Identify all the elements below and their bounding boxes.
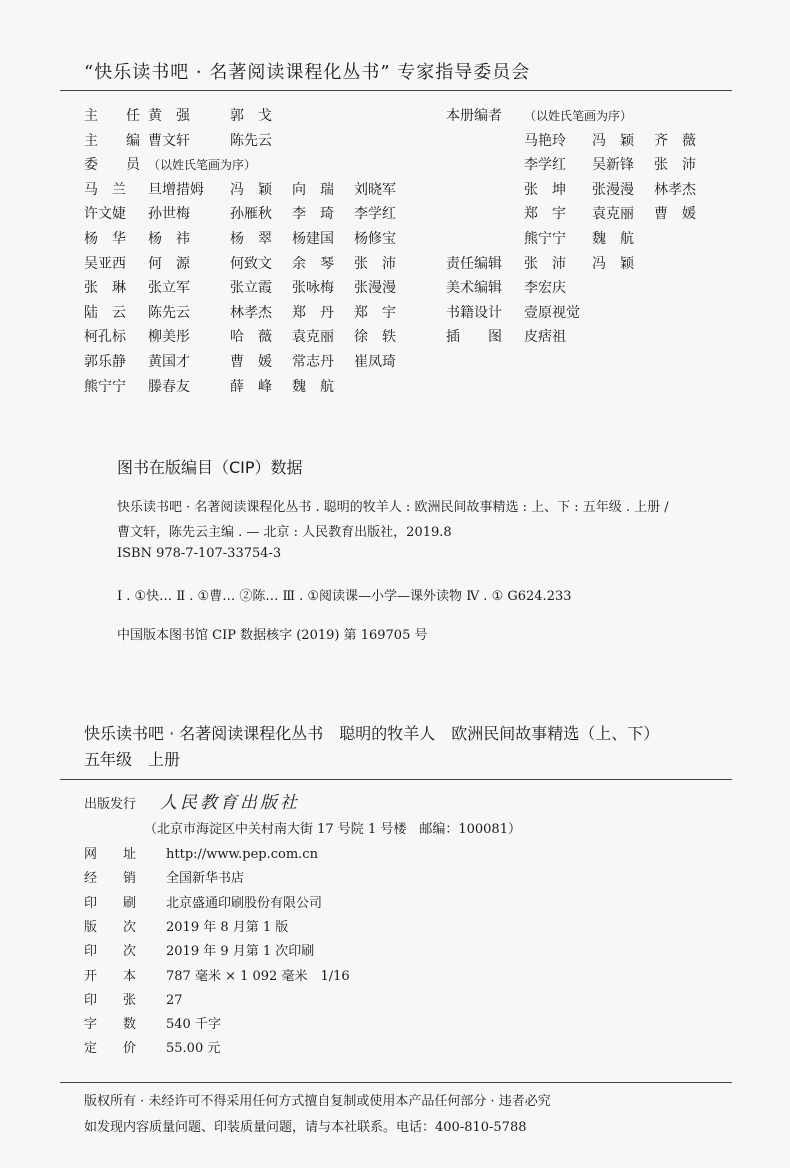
editors-cell: 吴新锋: [592, 157, 634, 174]
cip-line-2: 曹文轩，陈先云主编 . — 北京 : 人民教育出版社，2019.8: [117, 525, 452, 540]
publication-row-value: 2019 年 9 月第 1 次印刷: [166, 944, 315, 960]
editors-cell: 插 图: [446, 329, 502, 346]
editors-cell: 林孝杰: [654, 181, 696, 198]
committee-title: “快乐读书吧 · 名著阅读课程化丛书” 专家指导委员会: [84, 62, 531, 83]
contact-notice: 如发现内容质量问题、印装质量问题，请与本社联系。电话：400-810-5788: [84, 1120, 527, 1135]
committee-cell: 许文婕: [84, 206, 126, 223]
committee-cell: 旦增措姆: [148, 181, 204, 198]
cip-classification: Ⅰ . ①快… Ⅱ . ①曹… ②陈… Ⅲ . ①阅读课—小学—课外读物 Ⅳ . ① G624.233: [117, 589, 572, 604]
publication-row-label: 网 址: [84, 847, 137, 862]
committee-cell: 刘晓军: [354, 181, 396, 198]
committee-cell: 柳美彤: [148, 329, 190, 346]
committee-cell: （以姓氏笔画为序）: [148, 158, 257, 173]
editors-cell: 熊宁宁: [524, 231, 566, 247]
publication-row-label: 印 张: [84, 992, 137, 1008]
publication-row-value: 全国新华书店: [166, 871, 245, 887]
committee-cell: 陈先云: [230, 132, 272, 149]
committee-cell: 张漫漫: [354, 280, 396, 297]
cip-isbn: ISBN 978-7-107-33754-3: [117, 546, 282, 561]
committee-cell: 黄 强: [148, 108, 190, 124]
committee-cell: 张立霞: [230, 280, 272, 297]
committee-cell: 张 琳: [84, 280, 126, 297]
publication-row-label: 字 数: [84, 1017, 137, 1033]
committee-cell: 魏 航: [292, 378, 334, 395]
committee-cell: 主 任: [84, 108, 140, 124]
committee-cell: 孙雁秋: [230, 206, 272, 223]
committee-cell: 常志丹: [292, 354, 334, 370]
header-divider: [60, 90, 732, 91]
publication-row-value: 2019 年 8 月第 1 版: [166, 919, 289, 935]
publication-row-value: 787 毫米 × 1 092 毫米 1/16: [166, 968, 350, 984]
committee-members-list: [84, 104, 424, 404]
committee-cell: 林孝杰: [230, 304, 272, 321]
publication-row-label: 经 销: [84, 871, 137, 887]
editors-cell: 张 沛: [524, 255, 566, 272]
committee-cell: 主 编: [84, 132, 140, 149]
committee-cell: 张立军: [148, 280, 190, 297]
publication-row-value: 北京盛通印刷股份有限公司: [166, 895, 323, 911]
committee-cell: 徐 轶: [354, 329, 396, 346]
editors-cell: 皮痞祖: [524, 329, 566, 346]
committee-cell: 袁克丽: [292, 329, 334, 346]
committee-cell: 吴亚西: [84, 255, 126, 272]
editors-cell: 壹原视觉: [524, 304, 580, 321]
editors-cell: 李学红: [524, 157, 566, 174]
editors-cell: 李宏庆: [524, 280, 566, 297]
publisher-logo: 人民教育出版社: [160, 793, 300, 813]
editors-cell: 责任编辑: [446, 255, 502, 272]
committee-cell: 薛 峰: [230, 378, 272, 395]
cip-record-number: 中国版本图书馆 CIP 数据核字 (2019) 第 169705 号: [117, 628, 428, 643]
editors-cell: 冯 颖: [592, 255, 634, 272]
volume-editors-list: [446, 104, 736, 354]
publication-row-value: 55.00 元: [166, 1041, 221, 1057]
title-divider: [60, 779, 732, 780]
editors-cell: 张漫漫: [592, 181, 634, 198]
committee-cell: 杨 翠: [230, 231, 272, 247]
committee-cell: 滕春友: [148, 378, 190, 395]
editors-cell: 张 坤: [524, 181, 566, 198]
publication-row-value: 540 千字: [166, 1017, 221, 1033]
committee-cell: 郑 丹: [292, 304, 334, 321]
committee-cell: 郑 宇: [354, 304, 396, 321]
committee-cell: 哈 薇: [230, 329, 272, 346]
editors-cell: 袁克丽: [592, 206, 634, 223]
committee-cell: 崔凤琦: [354, 354, 396, 370]
book-title-line-2: 五年级 上册: [84, 750, 181, 769]
book-title-line-1: 快乐读书吧 · 名著阅读课程化丛书 聪明的牧羊人 欧洲民间故事精选（上、下）: [84, 724, 660, 743]
committee-cell: 郭 戈: [230, 108, 272, 124]
editors-cell: 本册编者: [446, 108, 502, 124]
committee-cell: 何 源: [148, 255, 190, 272]
committee-cell: 冯 颖: [230, 181, 272, 198]
publication-row-value: 27: [166, 992, 183, 1008]
committee-cell: 孙世梅: [148, 206, 190, 223]
committee-cell: 余 琴: [292, 255, 334, 272]
committee-cell: 曹文轩: [148, 132, 190, 149]
publication-row-label: 定 价: [84, 1041, 137, 1057]
committee-cell: 杨建国: [292, 231, 334, 247]
publication-row-label: 印 刷: [84, 895, 137, 911]
committee-cell: 马 兰: [84, 181, 126, 198]
committee-cell: 熊宁宁: [84, 378, 126, 395]
committee-cell: 张咏梅: [292, 280, 334, 297]
committee-cell: 委 员: [84, 157, 140, 174]
editors-cell: 魏 航: [592, 231, 634, 247]
committee-cell: 杨 祎: [148, 231, 190, 247]
editors-cell: 书籍设计: [446, 304, 502, 321]
committee-cell: 曹 媛: [230, 354, 272, 370]
committee-cell: 何致文: [230, 255, 272, 272]
committee-cell: 陆 云: [84, 304, 126, 321]
committee-cell: 李学红: [354, 206, 396, 223]
editors-cell: 齐 薇: [654, 132, 696, 149]
publication-row-label: 版 次: [84, 919, 137, 935]
committee-cell: 陈先云: [148, 304, 190, 321]
rights-notice: 版权所有 · 未经许可不得采用任何方式擅自复制或使用本产品任何部分 · 违者必究: [84, 1094, 551, 1109]
cip-line-1: 快乐读书吧 · 名著阅读课程化丛书 . 聪明的牧羊人 : 欧洲民间故事精选 : 上、下 : 五年级 . 上册 /: [117, 500, 669, 515]
publisher-label: 出版发行: [84, 797, 137, 812]
committee-cell: 杨 华: [84, 231, 126, 247]
editors-cell: 郑 宇: [524, 206, 566, 223]
editors-cell: 张 沛: [654, 157, 696, 174]
committee-cell: 杨修宝: [354, 231, 396, 247]
publication-row-label: 开 本: [84, 968, 137, 984]
cip-heading: 图书在版编目（CIP）数据: [117, 458, 303, 477]
publication-row-value: http://www.pep.com.cn: [166, 847, 318, 862]
editors-cell: 曹 媛: [654, 206, 696, 223]
committee-cell: 向 瑞: [292, 181, 334, 198]
footer-divider: [60, 1082, 732, 1083]
committee-cell: 柯孔标: [84, 329, 126, 346]
publication-details: [84, 844, 584, 1064]
editors-cell: （以姓氏笔画为序）: [524, 109, 633, 123]
publisher-address: （北京市海淀区中关村南大街 17 号院 1 号楼 邮编：100081）: [144, 822, 521, 837]
editors-cell: 马艳玲: [524, 132, 566, 149]
committee-cell: 郭乐静: [84, 354, 126, 370]
editors-cell: 冯 颖: [592, 132, 634, 149]
committee-cell: 黄国才: [148, 354, 190, 370]
publication-row-label: 印 次: [84, 944, 137, 960]
committee-cell: 张 沛: [354, 255, 396, 272]
editors-cell: 美术编辑: [446, 280, 502, 297]
committee-cell: 李 琦: [292, 206, 334, 223]
